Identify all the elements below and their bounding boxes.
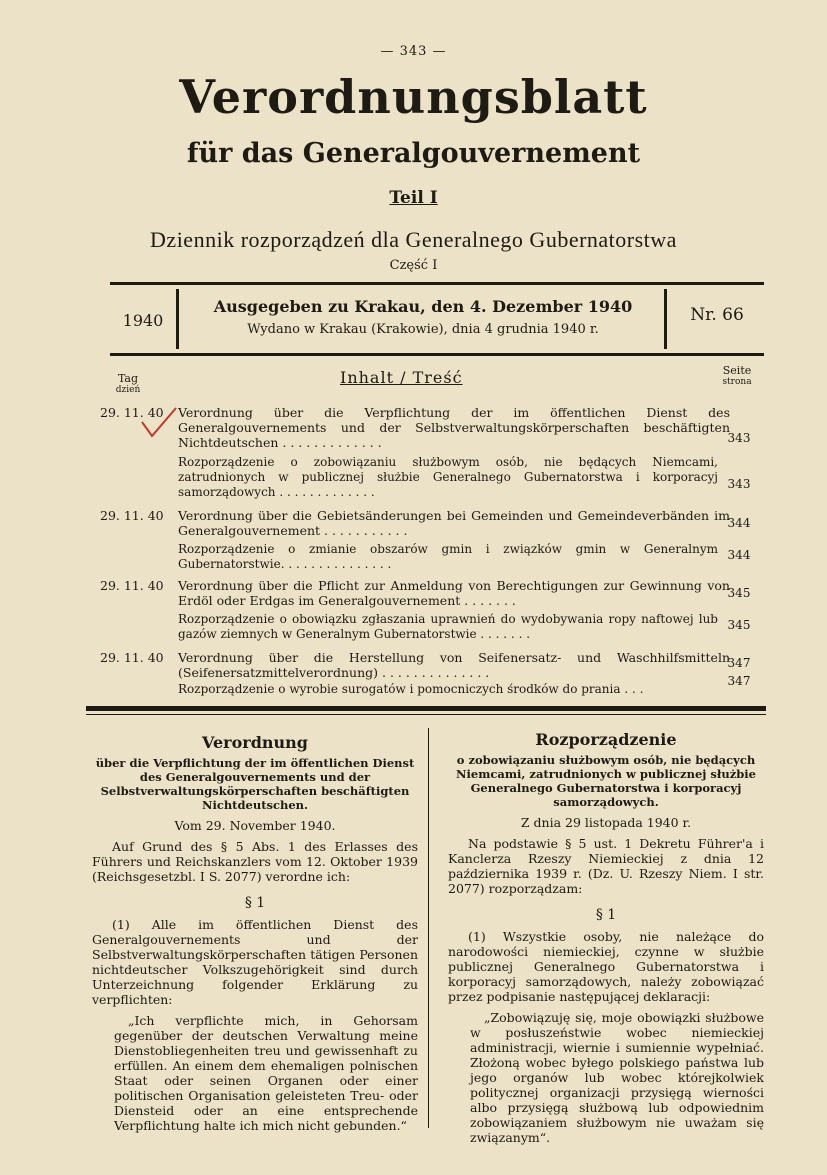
gazette-subtitle: für das Generalgouvernement bbox=[186, 138, 641, 169]
issue-date-pl: Wydano w Krakau (Krakowie), dnia 4 grudnia 1940 r. bbox=[247, 322, 599, 337]
ordinance-de-quote: „Ich verpflichte mich, in Gehorsam gegenüber der deutschen Verwaltung meine Dienstobliegenheiten treu und gewissenhaft zu erfüllen. An einem dem ehemaligen polnischen Staat oder seinen Organen oder einer politischen Organisation geleisteten Treu- oder Diensteid oder an eine entsprechende Verpflichtung halte ich mich nicht gebunden.“ bbox=[114, 1013, 418, 1133]
page-number: — 343 — bbox=[380, 44, 447, 59]
toc-col-page bbox=[716, 364, 758, 387]
toc-col-page-de: Seite bbox=[722, 364, 752, 377]
toc-entry-pl: Rozporządzenie o wyrobie surogatów i pomocniczych środków do prania . . . bbox=[178, 682, 644, 696]
toc-entry-pl-page: 343 bbox=[727, 477, 751, 491]
issue-year: 1940 bbox=[122, 311, 164, 330]
gazette-title: Verordnungsblatt bbox=[179, 70, 648, 124]
part-label-pl: Część I bbox=[389, 258, 438, 273]
ordinance-de-para: (1) Alle im öffentlichen Dienst des Generalgouvernements und der Selbstverwaltungskörperschaften tätigen Personen nichtdeutscher Volkszugehörigkeit sind durch Unterzeichnung folgender Erklärung zu verpflichten: bbox=[92, 917, 418, 1007]
toc-entry-date: 29. 11. 40 bbox=[100, 405, 164, 420]
toc-entry bbox=[100, 405, 760, 497]
toc-col-day-pl: dzień bbox=[115, 385, 141, 395]
toc-col-day-de: Tag bbox=[117, 372, 139, 385]
ordinance-de bbox=[92, 735, 418, 1133]
toc-entry-date: 29. 11. 40 bbox=[100, 650, 164, 665]
gazette-title-pl: Dziennik rozporządzeń dla Generalnego Gubernatorstwa bbox=[150, 227, 677, 252]
ordinance-de-section: § 1 bbox=[244, 895, 266, 911]
issue-header bbox=[110, 282, 764, 356]
ordinance-pl-date: Z dnia 29 listopada 1940 r. bbox=[520, 815, 692, 830]
toc-entry-de-page: 347 bbox=[727, 656, 751, 670]
toc-col-day bbox=[108, 372, 148, 395]
toc-entry-pl: Rozporządzenie o zmianie obszarów gmin i związków gmin w Generalnym Gubernatorstwie. . . . . . . . . . . . . . . bbox=[178, 542, 718, 571]
ordinance-pl-section: § 1 bbox=[595, 907, 617, 923]
toc-entry-de: Verordnung über die Herstellung von Seifenersatz- und Waschhilfsmitteln (Seifenersatzmittelverordnung) . . . . . . . . . . . . . . bbox=[178, 650, 730, 680]
ordinance-de-subtitle: über die Verpflichtung der im öffentlichen Dienst des Generalgouvernements und der Selbstverwaltungskörperschaften beschäftigten Nichtdeutschen. bbox=[95, 756, 415, 812]
toc-entry-de-page: 343 bbox=[727, 431, 751, 445]
toc-entry-de-page: 344 bbox=[727, 516, 751, 530]
ordinance-pl-intro: Na podstawie § 5 ust. 1 Dekretu Führer'a i Kanclerza Rzeszy Niemieckiej z dnia 12 października 1939 r. (Dz. U. Rzeszy Niem. I str. 2077) rozporządzam: bbox=[448, 836, 764, 896]
toc-entry bbox=[100, 578, 760, 644]
toc-header bbox=[0, 364, 827, 404]
toc-entry-de: Verordnung über die Gebietsänderungen bei Gemeinden und Gemeindeverbänden im Generalgouvernement . . . . . . . . . . . bbox=[178, 508, 730, 538]
toc-entry-date: 29. 11. 40 bbox=[100, 508, 164, 523]
toc-heading: Inhalt / Treść bbox=[340, 368, 463, 387]
issue-number: Nr. 66 bbox=[690, 305, 744, 325]
toc-entry-de: Verordnung über die Verpflichtung der im öffentlichen Dienst des Generalgouvernements und der Selbstverwaltungskörperschaften beschäftigten Nichtdeutschen . . . . . . . . . . . . . bbox=[178, 405, 730, 450]
section-divider-thin bbox=[86, 714, 766, 715]
ordinance-pl-quote: „Zobowiązuję się, moje obowiązki służbowe w posłuszeństwie wobec niemieckiej administracji, wiernie i sumiennie wypełniać. Złożoną wobec byłego polskiego państwa lub jego organów lub wobec którejkolwiek politycznej organizacji przysięgą wierności albo przysięgą służbową lub odpowiednim zobowiązaniem służbowym nie uważam się związanym“. bbox=[470, 1010, 764, 1145]
ordinance-de-heading: Verordnung bbox=[202, 733, 308, 752]
toc-entry-pl-page: 344 bbox=[727, 548, 751, 562]
toc-entry bbox=[100, 650, 760, 696]
column-separator bbox=[428, 728, 429, 1128]
toc-entry bbox=[100, 508, 760, 572]
ordinance-pl bbox=[448, 732, 764, 1145]
ordinance-de-date: Vom 29. November 1940. bbox=[174, 818, 336, 833]
part-label-de: Teil I bbox=[389, 188, 438, 208]
toc-entry-pl: Rozporządzenie o zobowiązaniu służbowym osób, nie będących Niemcami, zatrudnionych w publicznej służbie Generalnego Gubernatorstwa i korporacyj samorządowych . . . . . . . . . . . . . bbox=[178, 455, 718, 499]
toc-entry-pl-page: 347 bbox=[727, 674, 751, 688]
ordinance-pl-subtitle: o zobowiązaniu służbowym osób, nie będących Niemcami, zatrudnionych w publicznej służbie Generalnego Gubernatorstwa i korporacyj samorządowych. bbox=[456, 753, 756, 809]
ordinance-pl-para: (1) Wszystkie osoby, nie należące do narodowości niemieckiej, czynne w służbie publicznej Generalnego Gubernatorstwa i korporacyj samorządowych, należy zobowiązać przez podpisanie następującej deklaracji: bbox=[448, 929, 764, 1004]
toc-entry-pl-page: 345 bbox=[727, 618, 751, 632]
issue-date-de: Ausgegeben zu Krakau, den 4. Dezember 1940 bbox=[213, 297, 633, 316]
header-divider bbox=[176, 289, 179, 349]
toc-entry-date: 29. 11. 40 bbox=[100, 578, 164, 593]
toc-entry-pl: Rozporządzenie o obowiązku zgłaszania uprawnień do wydobywania ropy naftowej lub gazów ziemnych w Generalnym Gubernatorstwie . . . . . . . bbox=[178, 612, 718, 641]
toc-entry-de-page: 345 bbox=[727, 586, 751, 600]
toc-col-page-pl: strona bbox=[722, 377, 752, 387]
header-divider bbox=[664, 289, 667, 349]
toc-entry-de: Verordnung über die Pflicht zur Anmeldung von Berechtigungen zur Gewinnung von Erdöl oder Erdgas im Generalgouvernement . . . . . . . bbox=[178, 578, 730, 608]
ordinance-de-intro: Auf Grund des § 5 Abs. 1 des Erlasses des Führers und Reichskanzlers vom 12. Oktober 1939 (Reichsgesetzbl. I S. 2077) verordne ich: bbox=[92, 839, 418, 884]
ordinance-pl-heading: Rozporządzenie bbox=[535, 730, 677, 749]
section-divider-thick bbox=[86, 706, 766, 711]
